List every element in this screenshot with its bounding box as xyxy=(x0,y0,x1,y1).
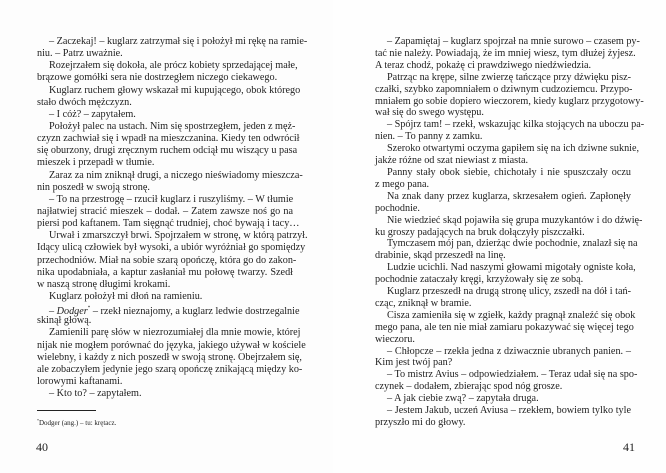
text-line: czyzn zachwiał się i wpadł na mieszczanina. Kiedy ten odwrócił xyxy=(37,133,300,145)
paragraph xyxy=(375,286,631,310)
paragraph xyxy=(375,393,631,405)
text-line: – Chłopcze – rzekła jedna z dziwacznie ubranych panien. – xyxy=(387,345,631,357)
text-line: jakże różne od szat niewiast z miasta. xyxy=(375,155,529,167)
text-line: mego pana, ale ten nie miał zamiaru pokazywać się więcej tego xyxy=(375,321,634,333)
footnote-rule xyxy=(37,410,96,411)
text-line: – Spójrz tam! – rzekł, wskazując kilka stojących na uboczu pa- xyxy=(387,119,645,131)
paragraph xyxy=(37,291,293,303)
paragraph xyxy=(37,120,300,170)
text-line: Urwał i zmarszczył brwi. Spojrzałem w stronę, w którą patrzył. xyxy=(49,230,308,242)
right-page xyxy=(333,0,666,473)
paragraph xyxy=(375,309,636,346)
paragraph xyxy=(37,230,308,291)
text-line: Na znak dany przez kuglarza, skrzesałem ogień. Zapłonęły xyxy=(387,190,631,202)
text-line: stało dwóch mężczyzn. xyxy=(37,96,132,108)
footnote-marker: * xyxy=(37,418,39,423)
paragraph xyxy=(375,36,640,72)
text-line: czałki, szybko zapomniałem o dziwnym cudzoziemcu. Przypo- xyxy=(375,83,633,95)
italic-term: Dodger xyxy=(56,306,88,318)
text-line: Nie wiedzieć skąd pojawiła się grupa muzykantów i do dźwię- xyxy=(387,214,643,226)
text-line: – To na przestrogę – rzucił kuglarz i ruszyliśmy. – W tłumie xyxy=(49,193,294,205)
text-line: – Kto to? – zapytałem. xyxy=(49,388,142,400)
paragraph xyxy=(37,109,293,121)
text-line: cząc, zniknął w bramie. xyxy=(375,297,472,309)
text-line: nijak nie mogłem porównać do języka, jakiego używał w kościele xyxy=(37,339,306,351)
text-line: Szeroko otwartymi oczyma gapiłem się na ich dziwne suknie, xyxy=(387,143,640,155)
paragraph xyxy=(375,262,636,286)
paragraph xyxy=(375,346,631,370)
text-line: Rozejrzałem się dokoła, ale prócz kobiety sprzedającej małe, xyxy=(49,60,298,72)
paragraph xyxy=(37,84,301,109)
paragraph xyxy=(375,369,638,393)
paragraph xyxy=(37,193,300,230)
text-line: wieczoru. xyxy=(375,333,415,345)
left-page-text xyxy=(37,36,308,400)
text-line: Kim jest twój pan? xyxy=(375,357,453,369)
right-page-text xyxy=(375,36,645,429)
text-line: wał się do swego występu. xyxy=(375,107,484,119)
text-line: brązowe gomółki sera nie dostrzegłem niczego ciekawego. xyxy=(37,72,278,84)
paragraph xyxy=(375,214,643,239)
paragraph xyxy=(37,303,300,327)
paragraph xyxy=(375,167,631,191)
text-line: czynek – dodałem, zbierając spod nóg grosze. xyxy=(375,381,563,393)
text-segment: – rzekł nieznajomy, a kuglarz ledwie dostrzegalnie xyxy=(90,306,300,318)
text-line: z mego pana. xyxy=(375,178,430,190)
text-line: Kuglarz położył mi dłoń na ramieniu. xyxy=(49,290,203,302)
text-line: pochodnie. xyxy=(375,202,420,214)
text-line: nin poszedł w swoją stronę. xyxy=(37,181,150,193)
text-line: Cisza zamieniła się w zgiełk, każdy pragnął znaleźć się obok xyxy=(387,309,636,321)
text-line: – Zaczekaj! – kuglarz zatrzymał się i położył mi rękę na ramie- xyxy=(49,36,308,47)
text-line: się oburzony, drugi zręcznym ruchem odciął mu wiszący u pasa xyxy=(37,145,298,157)
text-line: pochodnie zataczały kręgi, krzyżowały się ze sobą. xyxy=(375,274,584,286)
text-line: drabinie, skąd przeszedł na linę. xyxy=(375,250,506,262)
text-line: nien. – To panny z zamku. xyxy=(375,131,483,143)
page-number: 41 xyxy=(623,440,635,454)
paragraph xyxy=(37,388,293,400)
paragraph xyxy=(37,169,303,194)
paragraph xyxy=(37,327,306,388)
paragraph xyxy=(375,191,631,215)
text-line: Patrząc na krępe, silne zwierzę tańczące przy dźwięku pisz- xyxy=(387,71,631,83)
text-line: ale zobaczyłem jedynie jego szarą opończę znikającą między ko- xyxy=(37,363,303,375)
text-line: – To mistrz Avius – odpowiedziałem. – Teraz udał się na spo- xyxy=(387,369,638,381)
text-line: Kuglarz ruchem głowy wskazał mi kupującego, obok którego xyxy=(49,84,301,96)
text-line: przechodniów. Miał na sobie szarą opończę, która go do zakon- xyxy=(37,254,297,266)
text-line: Kuglarz przeszedł na drugą stronę ulicy, zszedł na dół i tań- xyxy=(387,286,631,298)
paragraph xyxy=(37,60,298,84)
paragraph xyxy=(375,71,644,120)
text-line: wielebny, i każdy z nich poszedł w swoją stronę. Obejrzałem się, xyxy=(37,351,302,363)
text-line: przyszło mi do głowy. xyxy=(375,417,466,428)
paragraph xyxy=(375,238,638,262)
text-line: ku groszy padających na bruk dołączyły piszczałki. xyxy=(375,226,585,238)
page-number: 40 xyxy=(36,440,48,454)
text-line xyxy=(37,303,300,318)
text-line: piersi pod kaftanem. Tam sięgnąć trudniej, choć bywają i tacy… xyxy=(37,218,300,230)
text-line: skinął głową. xyxy=(37,315,92,327)
text-line: lorowymi kaftanami. xyxy=(37,375,123,387)
text-line: – I cóż? – zapytałem. xyxy=(49,108,136,120)
footnote xyxy=(37,418,116,427)
text-line: – Zapamiętaj – kuglarz spojrzał na mnie surowo – czasem py- xyxy=(387,36,640,47)
text-line: Zaraz za nim zniknął drugi, a niczego nieświadomy mieszcza- xyxy=(49,169,303,181)
text-line: A teraz chodź, pokażę ci prawdziwego niedźwiedzia. xyxy=(375,59,592,71)
footnote-text: Dodger (ang.) – tu: krętacz. xyxy=(39,419,117,427)
text-line: mieszek i przepadł w tłumie. xyxy=(37,157,155,169)
text-line: najłatwiej stracić mieszek – dodał. – Zatem zawsze noś go na xyxy=(37,205,293,217)
text-line: Tymczasem mój pan, dzierżąc dwie pochodnie, znalazł się na xyxy=(387,238,638,250)
paragraph xyxy=(375,119,645,143)
text-line: Idący ulicą człowiek był wysoki, a ubiór wyróżniał go spomiędzy xyxy=(37,242,306,254)
paragraph xyxy=(375,143,640,167)
text-segment: – xyxy=(49,306,57,318)
paragraph xyxy=(37,36,308,60)
text-line: Ludzie ucichli. Nad naszymi głowami migotały ogniste koła, xyxy=(387,262,636,274)
text-line: – Jestem Jakub, uczeń Aviusa – rzekłem, bowiem tylko tyle xyxy=(387,405,631,417)
paragraph xyxy=(375,405,631,429)
text-line: w naszą stronę długimi krokami. xyxy=(37,278,171,290)
text-line: tać nie należy. Powiadają, że im mniej wiesz, tym dłużej żyjesz. xyxy=(375,47,636,59)
text-line: – A jak ciebie zwą? – zapytała druga. xyxy=(387,393,539,405)
text-line: niu. – Patrz uważnie. xyxy=(37,48,123,60)
text-line: Położył palec na ustach. Nim się spostrzegłem, jeden z męż- xyxy=(49,120,296,132)
text-line: nika upodabniała, a kaptur zasłaniał mu połowę twarzy. Szedł xyxy=(37,266,293,278)
text-line: Panny stały obok siebie, chichotały i nie spuszczały oczu xyxy=(387,166,631,178)
footnote-ref: * xyxy=(87,306,91,312)
text-line: Zamienili parę słów w niezrozumiałej dla mnie mowie, której xyxy=(49,327,301,339)
text-line: mniałem go sobie dopiero wieczorem, kiedy kuglarz przygotowy- xyxy=(375,95,644,107)
